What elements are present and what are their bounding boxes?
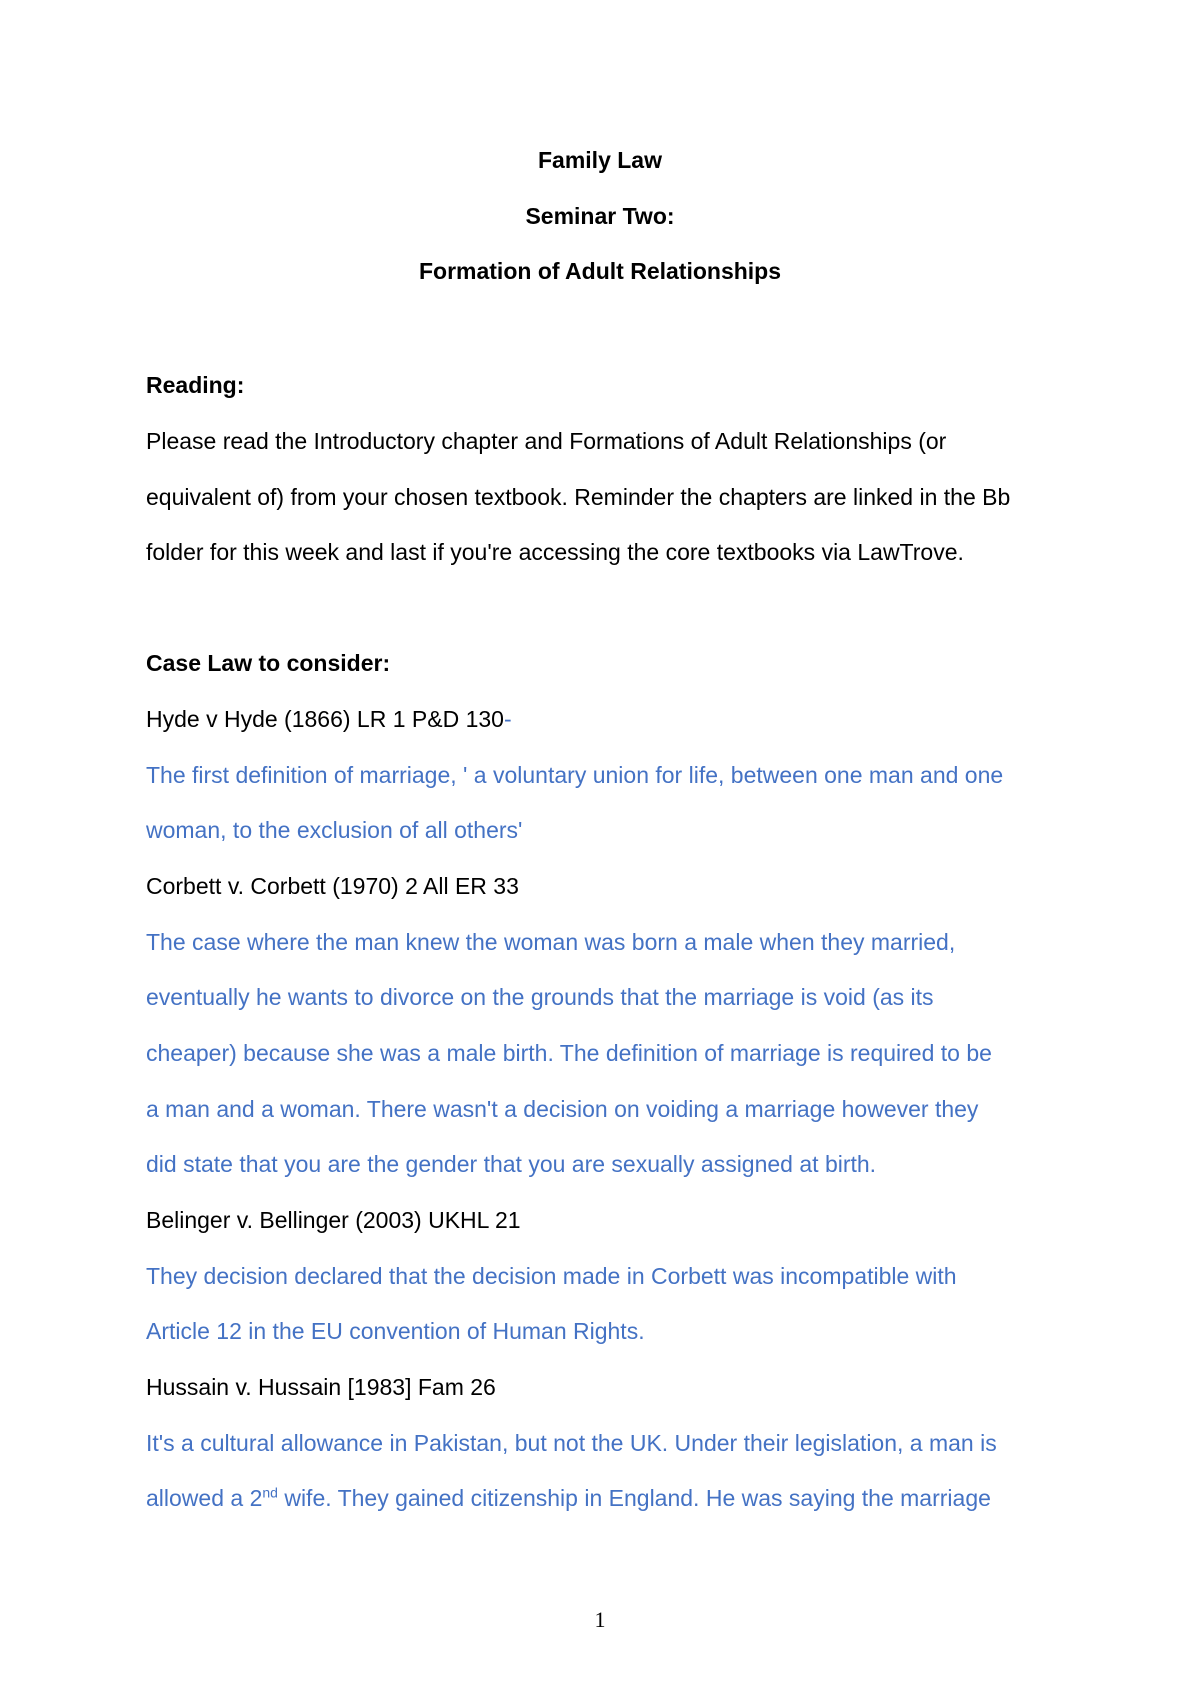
seminar-title: Seminar Two: (525, 203, 675, 229)
case-note-line: cheaper) because she was a male birth. The definition of marriage is required to be (146, 1040, 992, 1066)
reading-line: Please read the Introductory chapter and Formations of Adult Relationships (or (146, 428, 947, 454)
case-note-line: a man and a woman. There wasn't a decision on voiding a marriage however they (146, 1096, 979, 1122)
case-note-line: Article 12 in the EU convention of Human Rights. (146, 1318, 645, 1344)
case-citation-dash: - (503, 706, 512, 732)
reading-line: folder for this week and last if you're accessing the core textbooks via LawTrove. (146, 539, 964, 565)
case-note-line: The case where the man knew the woman was born a male when they married, (146, 929, 956, 955)
case-citation: Belinger v. Bellinger (2003) UKHL 21 (146, 1207, 521, 1233)
case-citation (146, 704, 512, 734)
ordinal-suffix: nd (262, 1484, 278, 1501)
case-citation: Corbett v. Corbett (1970) 2 All ER 33 (146, 873, 519, 899)
case-note-text: wife. They gained citizenship in England. He was saying the marriage (277, 1485, 991, 1511)
reading-heading: Reading: (146, 372, 245, 398)
case-note-line (146, 1483, 991, 1513)
topic-title: Formation of Adult Relationships (418, 258, 782, 284)
page-number: 1 (594, 1607, 606, 1632)
case-law-heading: Case Law to consider: (146, 650, 391, 676)
case-note-line: did state that you are the gender that you are sexually assigned at birth. (146, 1151, 877, 1177)
case-citation-text: Hyde v Hyde (1866) LR 1 P&D 130 (146, 706, 504, 732)
case-note-line: They decision declared that the decision made in Corbett was incompatible with (146, 1263, 957, 1289)
reading-line: equivalent of) from your chosen textbook. Reminder the chapters are linked in the Bb (146, 484, 1011, 510)
case-citation: Hussain v. Hussain [1983] Fam 26 (146, 1374, 496, 1400)
case-note-text: allowed a 2 (146, 1485, 263, 1511)
case-note-line: eventually he wants to divorce on the grounds that the marriage is void (as its (146, 984, 934, 1010)
case-note-line: woman, to the exclusion of all others' (146, 817, 523, 843)
course-title: Family Law (538, 147, 662, 173)
case-note-line: The first definition of marriage, ' a voluntary union for life, between one man and one (146, 762, 1004, 788)
case-note-line: It's a cultural allowance in Pakistan, but not the UK. Under their legislation, a man is (146, 1430, 997, 1456)
